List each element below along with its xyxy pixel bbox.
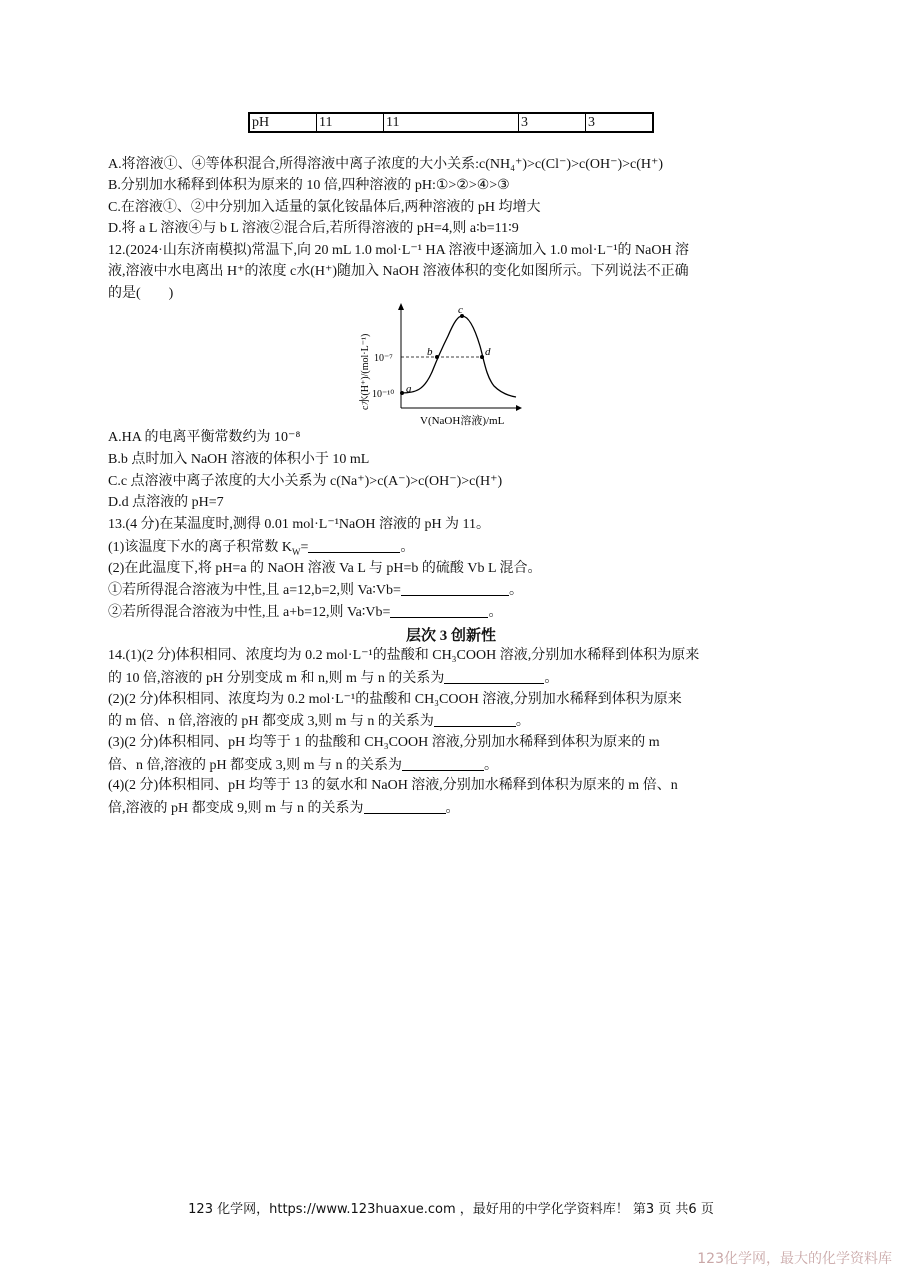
q12-option-b: B.b 点时加入 NaOH 溶液的体积小于 10 mL bbox=[108, 452, 370, 467]
y-axis-label: c水(H⁺)/(mol·L⁻¹) bbox=[360, 333, 371, 410]
table-cell: 3 bbox=[586, 113, 654, 132]
q13-part2-sub1 bbox=[108, 580, 523, 601]
q11-option-a: A.将溶液①、④等体积混合,所得溶液中离子浓度的大小关系:c(NH₄⁺)>c(Cl⁻)>c(OH⁻)>c(H⁺) bbox=[108, 157, 664, 172]
q12-option-c: C.c 点溶液中离子浓度的大小关系为 c(Na⁺)>c(A⁻)>c(OH⁻)>c(H⁺) bbox=[108, 474, 503, 489]
q14-part2-line1: (2)(2 分)体积相同、浓度均为 0.2 mol·L⁻¹的盐酸和 CH₃COOH 溶液,分别加水稀释到体积为原来 bbox=[108, 692, 682, 707]
q14-part4-end: 。 bbox=[445, 801, 460, 816]
point-b bbox=[435, 355, 439, 359]
answer-blank bbox=[434, 711, 516, 727]
section-title: 层次 3 创新性 bbox=[405, 628, 496, 644]
table-cell: 11 bbox=[384, 113, 519, 132]
answer-blank bbox=[444, 668, 544, 684]
y-tick-label-1e-10: 10⁻¹⁰ bbox=[372, 389, 395, 400]
q11-option-b: B.分别加水稀释到体积为原来的 10 倍,四种溶液的 pH:①>②>④>③ bbox=[108, 178, 510, 193]
point-label-d: d bbox=[485, 346, 491, 358]
point-label-c: c bbox=[458, 304, 463, 316]
q14-part1-line1: 14.(1)(2 分)体积相同、浓度均为 0.2 mol·L⁻¹的盐酸和 CH₃COOH 溶液,分别加水稀释到体积为原来 bbox=[108, 648, 700, 663]
q14-part4-line1: (4)(2 分)体积相同、pH 均等于 13 的氨水和 NaOH 溶液,分别加水稀释到体积为原来的 m 倍、n bbox=[108, 778, 678, 793]
q13-part2-sub1-text: ①若所得混合溶液为中性,且 a=12,b=2,则 Va∶Vb= bbox=[108, 583, 401, 598]
x-axis-label: V(NaOH溶液)/mL bbox=[420, 415, 505, 427]
q12-option-a: A.HA 的电离平衡常数约为 10⁻⁸ bbox=[108, 430, 301, 445]
answer-blank bbox=[390, 602, 488, 618]
table-row bbox=[249, 113, 653, 132]
ph-table bbox=[248, 112, 654, 133]
q14-part2-line2 bbox=[108, 711, 530, 732]
q12-option-d: D.d 点溶液的 pH=7 bbox=[108, 495, 224, 510]
table-cell: 11 bbox=[317, 113, 384, 132]
q12-stem-line1: 12.(2024·山东济南模拟)常温下,向 20 mL 1.0 mol·L⁻¹ HA 溶液中逐滴加入 1.0 mol·L⁻¹的 NaOH 溶 bbox=[108, 243, 690, 258]
ph-titration-chart bbox=[354, 300, 524, 428]
q13-part2-sub2-text: ②若所得混合溶液为中性,且 a+b=12,则 Va∶Vb= bbox=[108, 605, 391, 620]
x-axis-arrow bbox=[516, 405, 522, 411]
q13-kw-subscript: W bbox=[291, 546, 301, 557]
q14-part4-line2 bbox=[108, 798, 460, 819]
curve-series bbox=[401, 316, 516, 397]
q13-part2: (2)在此温度下,将 pH=a 的 NaOH 溶液 Va L 与 pH=b 的硫酸 Vb L 混合。 bbox=[108, 561, 542, 576]
q14-part3-end: 。 bbox=[484, 758, 498, 773]
q13-part1-eq: = bbox=[300, 540, 309, 555]
y-tick-label-1e-7: 10⁻⁷ bbox=[374, 353, 393, 364]
q13-part2-sub1-end: 。 bbox=[508, 583, 523, 598]
table-cell: pH bbox=[252, 115, 270, 130]
q13-stem: 13.(4 分)在某温度时,测得 0.01 mol·L⁻¹NaOH 溶液的 pH 为 11。 bbox=[108, 517, 491, 532]
q14-part4-text: 倍,溶液的 pH 都变成 9,则 m 与 n 的关系为 bbox=[108, 801, 364, 816]
q14-part2-end: 。 bbox=[515, 714, 530, 729]
q12-stem-line2: 液,溶液中水电离出 H⁺的浓度 c水(H⁺)随加入 NaOH 溶液体积的变化如图所示。下列说法不正确 bbox=[108, 264, 689, 279]
answer-blank bbox=[364, 798, 446, 814]
q13-part2-sub2 bbox=[108, 602, 502, 623]
table-cell: 3 bbox=[519, 113, 586, 132]
answer-blank bbox=[401, 580, 509, 596]
q11-option-c: C.在溶液①、②中分别加入适量的氯化铵晶体后,两种溶液的 pH 均增大 bbox=[108, 200, 541, 215]
q14-part3-line1: (3)(2 分)体积相同、pH 均等于 1 的盐酸和 CH₃COOH 溶液,分别加水稀释到体积为原来的 m bbox=[108, 735, 660, 750]
q14-part3-text: 倍、n 倍,溶液的 pH 都变成 3,则 m 与 n 的关系为 bbox=[108, 758, 402, 773]
point-label-a: a bbox=[406, 383, 412, 395]
answer-blank bbox=[402, 755, 484, 771]
q14-part1-end: 。 bbox=[544, 671, 559, 686]
q13-part1-text: (1)该温度下水的离子积常数 K bbox=[108, 540, 292, 555]
q13-part2-sub2-end: 。 bbox=[488, 605, 503, 620]
point-a bbox=[400, 391, 404, 395]
watermark: 123化学网，最大的化学资料库 bbox=[697, 1251, 892, 1267]
q13-part1-end: 。 bbox=[400, 540, 415, 555]
point-d bbox=[480, 355, 484, 359]
q11-option-d: D.将 a L 溶液④与 b L 溶液②混合后,若所得溶液的 pH=4,则 a∶b=11∶9 bbox=[108, 221, 519, 236]
q14-part1-line2 bbox=[108, 668, 558, 689]
y-axis-arrow bbox=[398, 303, 404, 310]
point-label-b: b bbox=[427, 346, 433, 358]
page-footer: 123 化学网，https://www.123huaxue.com ，最好用的中学化学资料库！ 第3 页 共6 页 bbox=[188, 1202, 714, 1217]
answer-blank bbox=[308, 537, 400, 553]
q12-stem-line3: 的是( ) bbox=[108, 286, 174, 301]
q14-part2-text: 的 m 倍、n 倍,溶液的 pH 都变成 3,则 m 与 n 的关系为 bbox=[108, 714, 434, 729]
q14-part1-text: 的 10 倍,溶液的 pH 分别变成 m 和 n,则 m 与 n 的关系为 bbox=[108, 671, 445, 686]
q13-part1 bbox=[108, 537, 414, 558]
q14-part3-line2 bbox=[108, 755, 498, 776]
